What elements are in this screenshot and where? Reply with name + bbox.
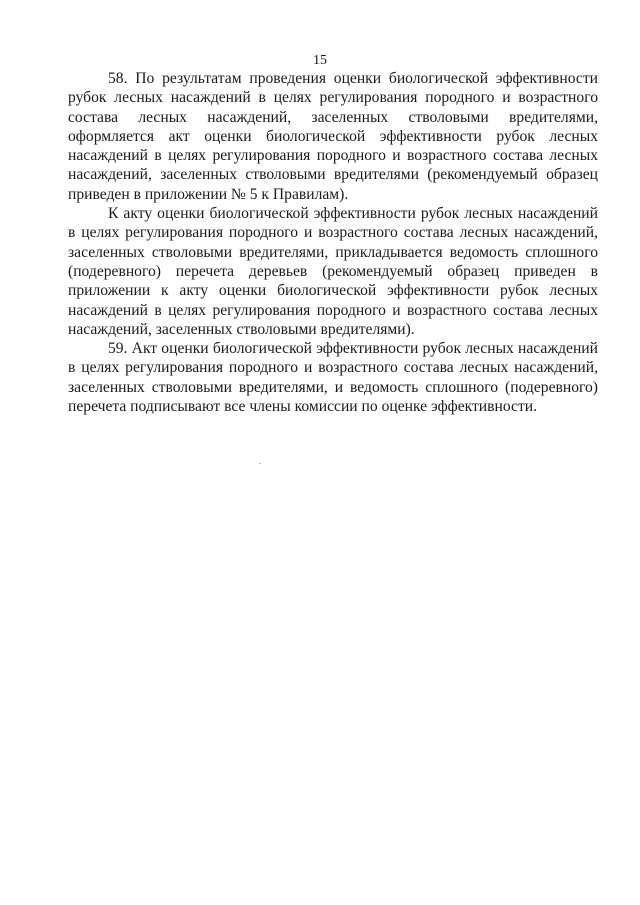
paragraph-59: 59. Акт оценки биологической эффективности рубок лесных насаждений в целях регулирования породного и возрастного состава лесных насаждений, заселенных стволовыми вредителями, и ведомость сплошного (подеревного) перечета подписывают все члены комиссии по оценке эффективности. xyxy=(68,340,598,416)
paragraph-attachment: К акту оценки биологической эффективности рубок лесных насаждений в целях регулирования породного и возрастного состава лесных насаждений, заселенных стволовыми вредителями, прикладывается ведомость сплошного (подеревного) перечета деревьев (рекомендуемый образец приведен в приложении к акту оценки биологической эффективности рубок лесных насаждений в целях регулирования породного и возрастного состава лесных насаждений, заселенных стволовыми вредителями). xyxy=(68,205,598,338)
document-body xyxy=(68,69,598,416)
scan-speck xyxy=(259,463,261,464)
page-number: 15 xyxy=(313,53,327,68)
paragraph-58: 58. По результатам проведения оценки биологической эффективности рубок лесных насаждений в целях регулирования породного и возрастного состава лесных насаждений, заселенных стволовыми вредителями, оформляется акт оценки биологической эффективности рубок лесных насаждений в целях регулирования породного и возрастного состава лесных насаждений, заселенных стволовыми вредителями (рекомендуемый образец приведен в приложении № 5 к Правилам). xyxy=(68,70,598,203)
